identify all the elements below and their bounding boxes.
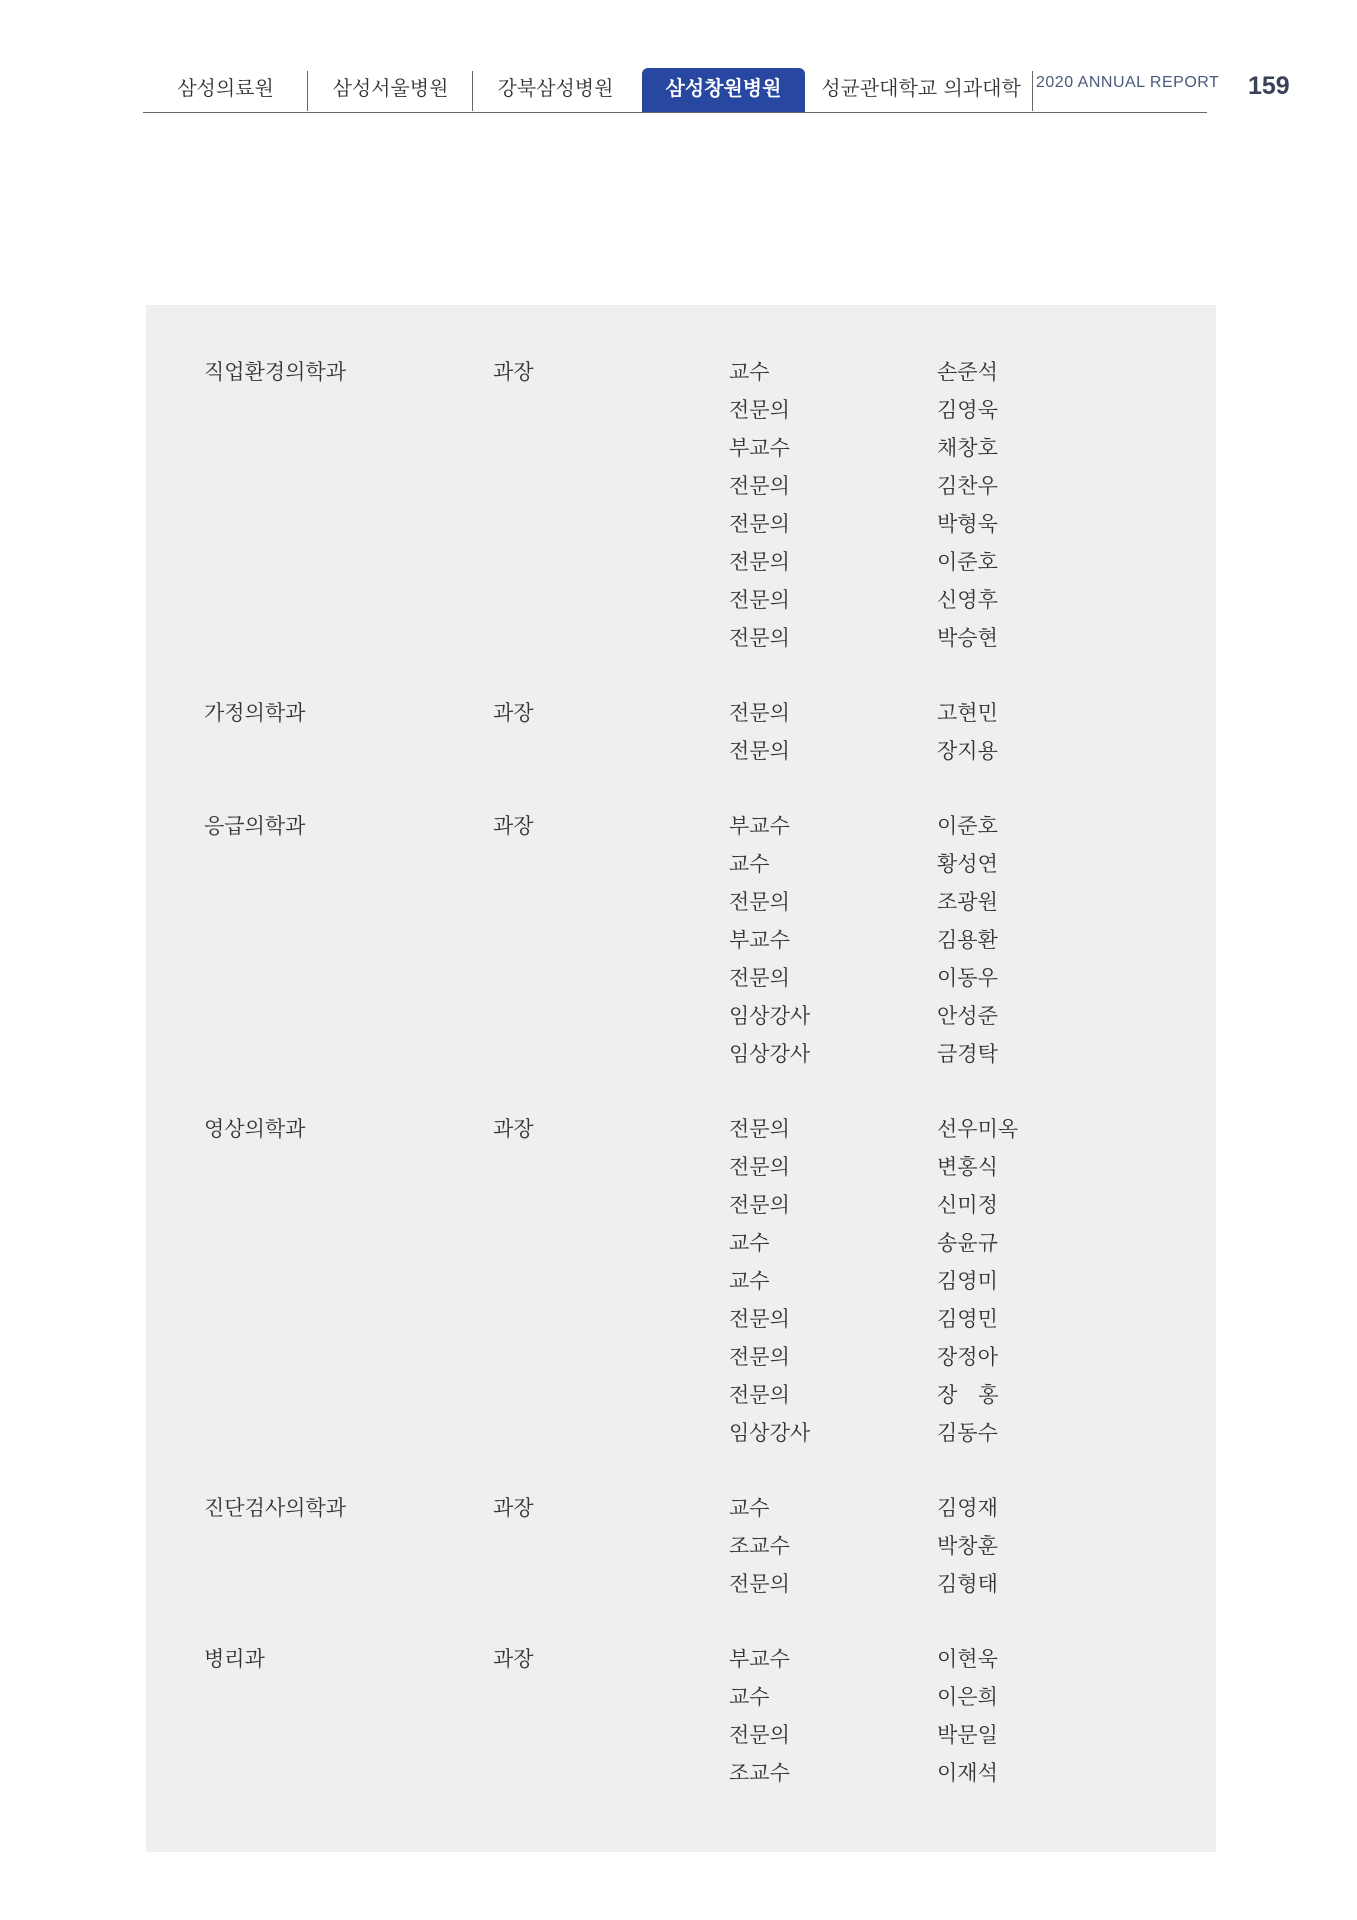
staff-row bbox=[0, 429, 1357, 467]
tab-samsung-medical-center[interactable]: 삼성의료원 bbox=[143, 68, 308, 112]
staff-name: 이재석 bbox=[937, 1761, 998, 1785]
staff-name: 김형태 bbox=[937, 1572, 998, 1596]
staff-name: 김동수 bbox=[937, 1421, 998, 1445]
department-head-role: 과장 bbox=[493, 814, 534, 838]
staff-title: 전문의 bbox=[729, 739, 790, 763]
staff-title: 부교수 bbox=[729, 814, 790, 838]
staff-title: 전문의 bbox=[729, 1117, 790, 1141]
staff-name: 조광원 bbox=[937, 890, 998, 914]
staff-name: 이준호 bbox=[937, 550, 998, 574]
staff-row bbox=[0, 959, 1357, 997]
staff-row bbox=[0, 732, 1357, 770]
page-number: 159 bbox=[1248, 72, 1290, 100]
staff-name: 장정아 bbox=[937, 1345, 998, 1369]
staff-title: 부교수 bbox=[729, 436, 790, 460]
staff-row bbox=[0, 1376, 1357, 1414]
staff-row bbox=[0, 505, 1357, 543]
staff-row bbox=[0, 391, 1357, 429]
staff-name: 이은희 bbox=[937, 1685, 998, 1709]
staff-row bbox=[0, 1754, 1357, 1792]
staff-title: 임상강사 bbox=[729, 1004, 811, 1028]
department-name: 응급의학과 bbox=[204, 814, 306, 838]
staff-title: 전문의 bbox=[729, 474, 790, 498]
staff-row bbox=[0, 1300, 1357, 1338]
staff-title: 전문의 bbox=[729, 1723, 790, 1747]
staff-name: 김영욱 bbox=[937, 398, 998, 422]
staff-row bbox=[0, 543, 1357, 581]
staff-title: 임상강사 bbox=[729, 1421, 811, 1445]
staff-name: 변홍식 bbox=[937, 1155, 998, 1179]
staff-name: 박승현 bbox=[937, 626, 998, 650]
staff-name: 박형욱 bbox=[937, 512, 998, 536]
staff-row bbox=[0, 921, 1357, 959]
staff-title: 전문의 bbox=[729, 588, 790, 612]
staff-name: 손준석 bbox=[937, 360, 998, 384]
staff-title: 전문의 bbox=[729, 1155, 790, 1179]
staff-name: 고현민 bbox=[937, 701, 998, 725]
staff-name: 박문일 bbox=[937, 1723, 998, 1747]
staff-row bbox=[0, 1148, 1357, 1186]
staff-name: 금경탁 bbox=[937, 1042, 998, 1066]
report-title: 2020 ANNUAL REPORT bbox=[1036, 74, 1220, 91]
staff-row bbox=[0, 1527, 1357, 1565]
staff-title: 조교수 bbox=[729, 1534, 790, 1558]
staff-name: 채창호 bbox=[937, 436, 998, 460]
staff-row bbox=[0, 1035, 1357, 1073]
staff-title: 교수 bbox=[729, 852, 770, 876]
staff-row bbox=[0, 353, 1357, 391]
department-head-role: 과장 bbox=[493, 360, 534, 384]
staff-title: 교수 bbox=[729, 1685, 770, 1709]
department-head-role: 과장 bbox=[493, 1496, 534, 1520]
staff-name: 김영재 bbox=[937, 1496, 998, 1520]
department-head-role: 과장 bbox=[493, 1117, 534, 1141]
department-name: 가정의학과 bbox=[204, 701, 306, 725]
staff-title: 교수 bbox=[729, 360, 770, 384]
department-head-role: 과장 bbox=[493, 701, 534, 725]
staff-name: 장지용 bbox=[937, 739, 998, 763]
staff-title: 전문의 bbox=[729, 1345, 790, 1369]
staff-name: 김용환 bbox=[937, 928, 998, 952]
staff-row bbox=[0, 1565, 1357, 1603]
staff-title: 전문의 bbox=[729, 626, 790, 650]
staff-row bbox=[0, 1716, 1357, 1754]
staff-name: 이준호 bbox=[937, 814, 998, 838]
staff-row bbox=[0, 1224, 1357, 1262]
staff-row bbox=[0, 1186, 1357, 1224]
staff-row bbox=[0, 807, 1357, 845]
staff-name: 김영미 bbox=[937, 1269, 998, 1293]
staff-title: 교수 bbox=[729, 1231, 770, 1255]
staff-title: 교수 bbox=[729, 1496, 770, 1520]
staff-directory-list bbox=[0, 353, 1357, 1792]
tab-samsung-changwon-hospital[interactable]: 삼성창원병원 bbox=[642, 68, 805, 112]
staff-row bbox=[0, 883, 1357, 921]
staff-name: 김찬우 bbox=[937, 474, 998, 498]
staff-name: 신영후 bbox=[937, 588, 998, 612]
staff-row bbox=[0, 1110, 1357, 1148]
staff-name: 박창훈 bbox=[937, 1534, 998, 1558]
staff-name: 김영민 bbox=[937, 1307, 998, 1331]
staff-name: 신미정 bbox=[937, 1193, 998, 1217]
staff-name: 선우미옥 bbox=[937, 1117, 1019, 1141]
staff-title: 전문의 bbox=[729, 398, 790, 422]
staff-title: 전문의 bbox=[729, 1383, 790, 1407]
department-name: 영상의학과 bbox=[204, 1117, 306, 1141]
staff-title: 조교수 bbox=[729, 1761, 790, 1785]
staff-row bbox=[0, 1489, 1357, 1527]
staff-row bbox=[0, 997, 1357, 1035]
staff-row bbox=[0, 619, 1357, 657]
department-name: 직업환경의학과 bbox=[204, 360, 347, 384]
staff-title: 전문의 bbox=[729, 1193, 790, 1217]
tab-kangbuk-samsung-hospital[interactable]: 강북삼성병원 bbox=[497, 76, 614, 100]
staff-name: 송윤규 bbox=[937, 1231, 998, 1255]
department-name: 병리과 bbox=[204, 1647, 265, 1671]
staff-row bbox=[0, 1414, 1357, 1452]
department-head-role: 과장 bbox=[493, 1647, 534, 1671]
staff-title: 부교수 bbox=[729, 1647, 790, 1671]
staff-title: 임상강사 bbox=[729, 1042, 811, 1066]
staff-title: 전문의 bbox=[729, 1307, 790, 1331]
staff-title: 부교수 bbox=[729, 928, 790, 952]
tab-samsung-seoul-hospital[interactable]: 삼성서울병원 bbox=[308, 68, 473, 112]
staff-row bbox=[0, 581, 1357, 619]
staff-row bbox=[0, 1678, 1357, 1716]
staff-name: 이동우 bbox=[937, 966, 998, 990]
staff-title: 전문의 bbox=[729, 701, 790, 725]
staff-title: 전문의 bbox=[729, 512, 790, 536]
staff-row bbox=[0, 1338, 1357, 1376]
staff-row bbox=[0, 1640, 1357, 1678]
staff-row bbox=[0, 1262, 1357, 1300]
staff-title: 전문의 bbox=[729, 890, 790, 914]
staff-row bbox=[0, 694, 1357, 732]
staff-row bbox=[0, 467, 1357, 505]
staff-title: 교수 bbox=[729, 1269, 770, 1293]
staff-name: 안성준 bbox=[937, 1004, 998, 1028]
department-name: 진단검사의학과 bbox=[204, 1496, 347, 1520]
staff-title: 전문의 bbox=[729, 550, 790, 574]
staff-row bbox=[0, 845, 1357, 883]
staff-name: 이현욱 bbox=[937, 1647, 998, 1671]
staff-name: 황성연 bbox=[937, 852, 998, 876]
staff-title: 전문의 bbox=[729, 1572, 790, 1596]
staff-title: 전문의 bbox=[729, 966, 790, 990]
tab-skku-school-of-medicine[interactable]: 성균관대학교 의과대학 bbox=[809, 68, 1033, 112]
staff-name: 장 홍 bbox=[937, 1383, 999, 1407]
